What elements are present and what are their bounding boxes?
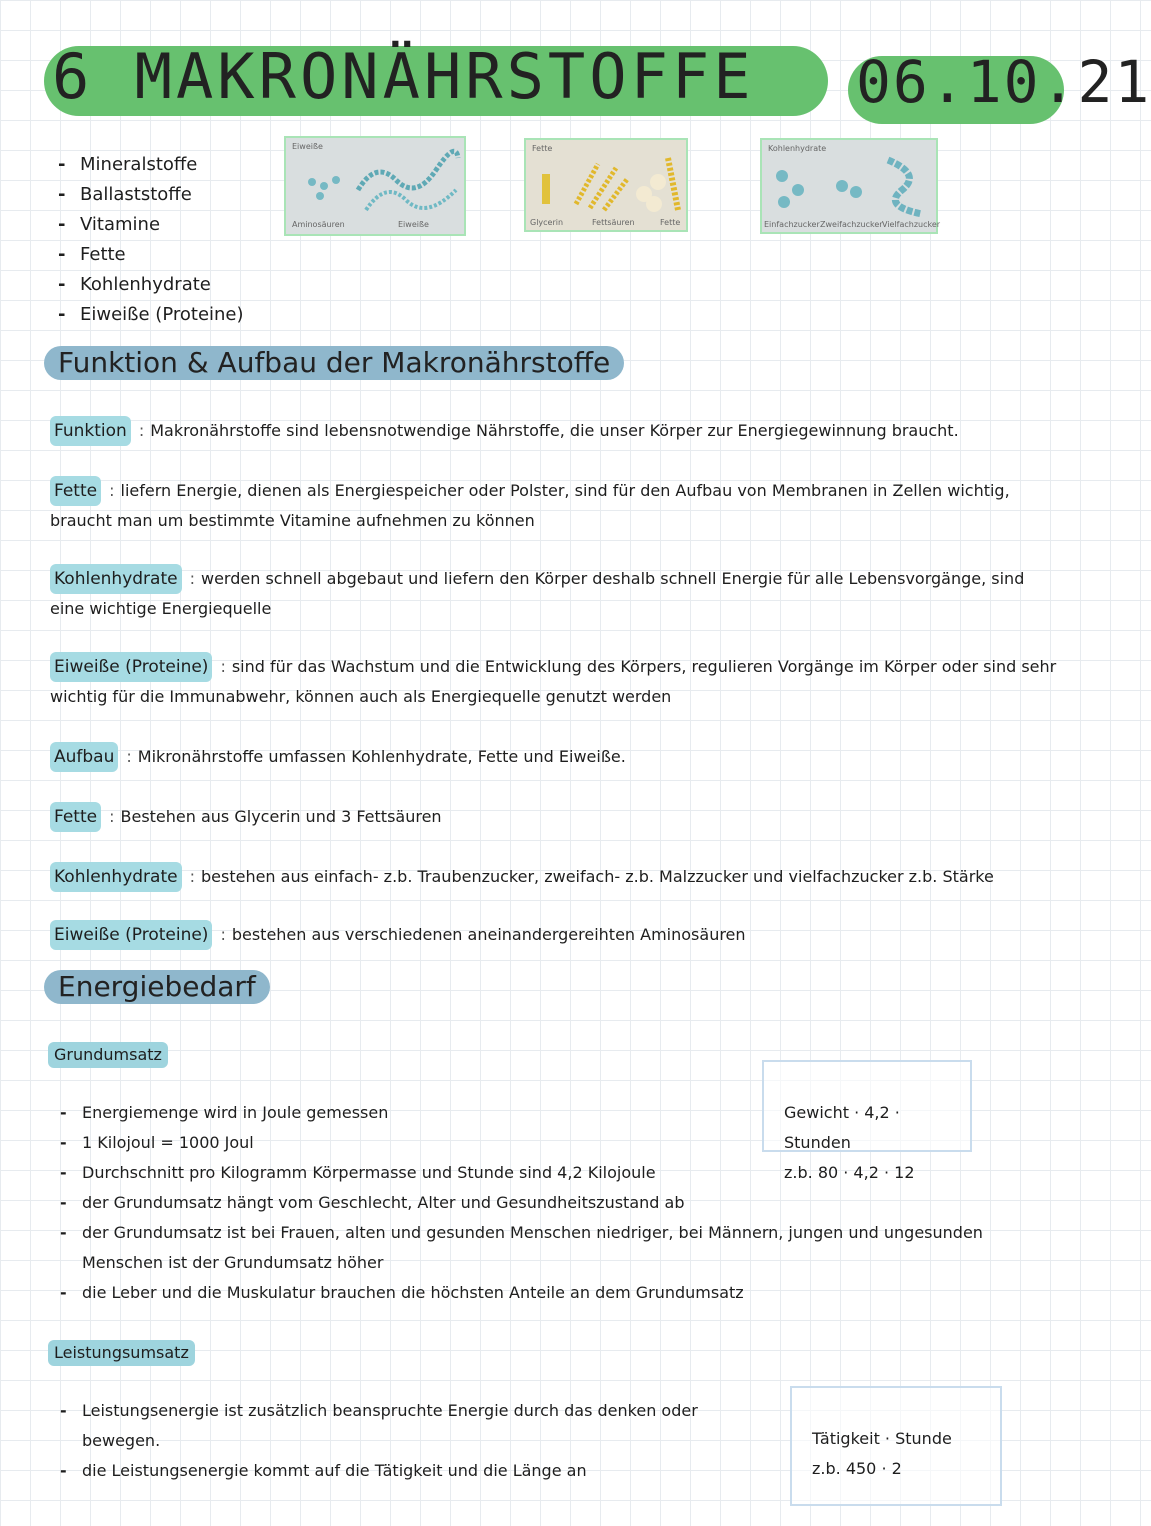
row-kohlenhydrate-aufbau: Kohlenhydrate : bestehen aus einfach- z.b. Traubenzucker, zweifach- z.b. Malzzucker und vielfachzucker z.b. Stärke <box>50 862 1060 892</box>
sugar-bead <box>778 196 790 208</box>
list-item: - der Grundumsatz hängt vom Geschlecht, Alter und Gesundheitszustand ab <box>60 1188 1060 1218</box>
section-heading-function: Funktion & Aufbau der Makronährstoffe <box>44 346 624 380</box>
term-label: Fette <box>50 476 101 506</box>
list-item: - Kohlenhydrate <box>58 274 211 295</box>
list-item: - Leistungsenergie ist zusätzlich beanspruchte Energie durch das denken oder bewegen. <box>60 1396 780 1456</box>
protein-image: Eiweiße Aminosäuren Eiweiße <box>284 136 466 236</box>
row-eiweisse: Eiweiße (Proteine) : sind für das Wachstum und die Entwicklung des Körpers, regulieren Vorgänge im Körper oder sind sehr wichtig für die Immunabwehr, können auch als Energiequelle genutzt werden <box>50 652 1060 712</box>
molecule-bead <box>308 178 316 186</box>
protein-chain-icon <box>356 150 460 214</box>
list-item: - 1 Kilojoul = 1000 Joul <box>60 1128 1060 1158</box>
row-funktion: Funktion : Makronährstoffe sind lebensnotwendige Nährstoffe, die unser Körper zur Energiegewinnung braucht. <box>50 416 1060 446</box>
leistungsumsatz-label: Leistungsumsatz <box>48 1340 195 1366</box>
page-date: 06.10.21 <box>856 48 1151 116</box>
list-item: - Fette <box>58 244 126 265</box>
leistungsumsatz-formula-box: Tätigkeit · Stunde z.b. 450 · 2 <box>790 1386 1002 1506</box>
fat-image: Fette Glycerin Fettsäuren Fette <box>524 138 688 232</box>
list-item: - Durchschnitt pro Kilogramm Körpermasse und Stunde sind 4,2 Kilojoule <box>60 1158 1060 1188</box>
list-item: - Eiweiße (Proteine) <box>58 304 244 325</box>
row-kohlenhydrate: Kohlenhydrate : werden schnell abgebaut und liefern den Körper deshalb schnell Energie für alle Lebensvorgänge, sind eine wichtige Energiequelle <box>50 564 1060 624</box>
grundumsatz-label: Grundumsatz <box>48 1042 168 1068</box>
list-item: - Ballaststoffe <box>58 184 192 205</box>
term-label: Eiweiße (Proteine) <box>50 652 212 682</box>
row-fette-aufbau: Fette : Bestehen aus Glycerin und 3 Fettsäuren <box>50 802 1060 832</box>
sugar-bead <box>792 184 804 196</box>
molecule-bead <box>320 182 328 190</box>
leistungsumsatz-list <box>60 1396 780 1486</box>
row-eiweisse-aufbau: Eiweiße (Proteine) : bestehen aus verschiedenen aneinandergereihten Aminosäuren <box>50 920 1060 950</box>
fat-molecule-icon <box>536 154 680 216</box>
list-item: - Mineralstoffe <box>58 154 198 175</box>
page-title: 6 MAKRONÄHRSTOFFE <box>52 40 755 113</box>
list-item: - Energiemenge wird in Joule gemessen <box>60 1098 1060 1128</box>
term-label: Funktion <box>50 416 131 446</box>
list-item: - der Grundumsatz ist bei Frauen, alten und gesunden Menschen niedriger, bei Männern, jungen und ungesunden Menschen ist der Grundumsatz höher <box>60 1218 1060 1278</box>
list-item: - Vitamine <box>58 214 161 235</box>
sugar-bead <box>836 180 848 192</box>
row-aufbau: Aufbau : Mikronährstoffe umfassen Kohlenhydrate, Fette und Eiweiße. <box>50 742 1060 772</box>
term-label: Fette <box>50 802 101 832</box>
nutrient-list <box>58 150 244 330</box>
sugar-bead <box>850 186 862 198</box>
list-item: - die Leistungsenergie kommt auf die Tätigkeit und die Länge an <box>60 1456 780 1486</box>
carbohydrate-image: Kohlenhydrate Einfachzucker Zweifachzucker Vielfachzucker <box>760 138 938 234</box>
molecule-bead <box>332 176 340 184</box>
list-item: - die Leber und die Muskulatur brauchen die höchsten Anteile an dem Grundumsatz <box>60 1278 1060 1308</box>
grundumsatz-formula-box: Gewicht · 4,2 · Stunden z.b. 80 · 4,2 · 12 <box>762 1060 972 1152</box>
term-label: Kohlenhydrate <box>50 862 182 892</box>
sugar-bead <box>776 170 788 182</box>
term-label: Eiweiße (Proteine) <box>50 920 212 950</box>
section-heading-energy: Energiebedarf <box>44 970 270 1004</box>
starch-chain-icon <box>882 154 932 218</box>
term-label: Kohlenhydrate <box>50 564 182 594</box>
term-label: Aufbau <box>50 742 118 772</box>
molecule-bead <box>316 192 324 200</box>
row-fette: Fette : liefern Energie, dienen als Energiespeicher oder Polster, sind für den Aufbau von Membranen in Zellen wichtig, braucht man um bestimmte Vitamine aufnehmen zu können <box>50 476 1060 536</box>
